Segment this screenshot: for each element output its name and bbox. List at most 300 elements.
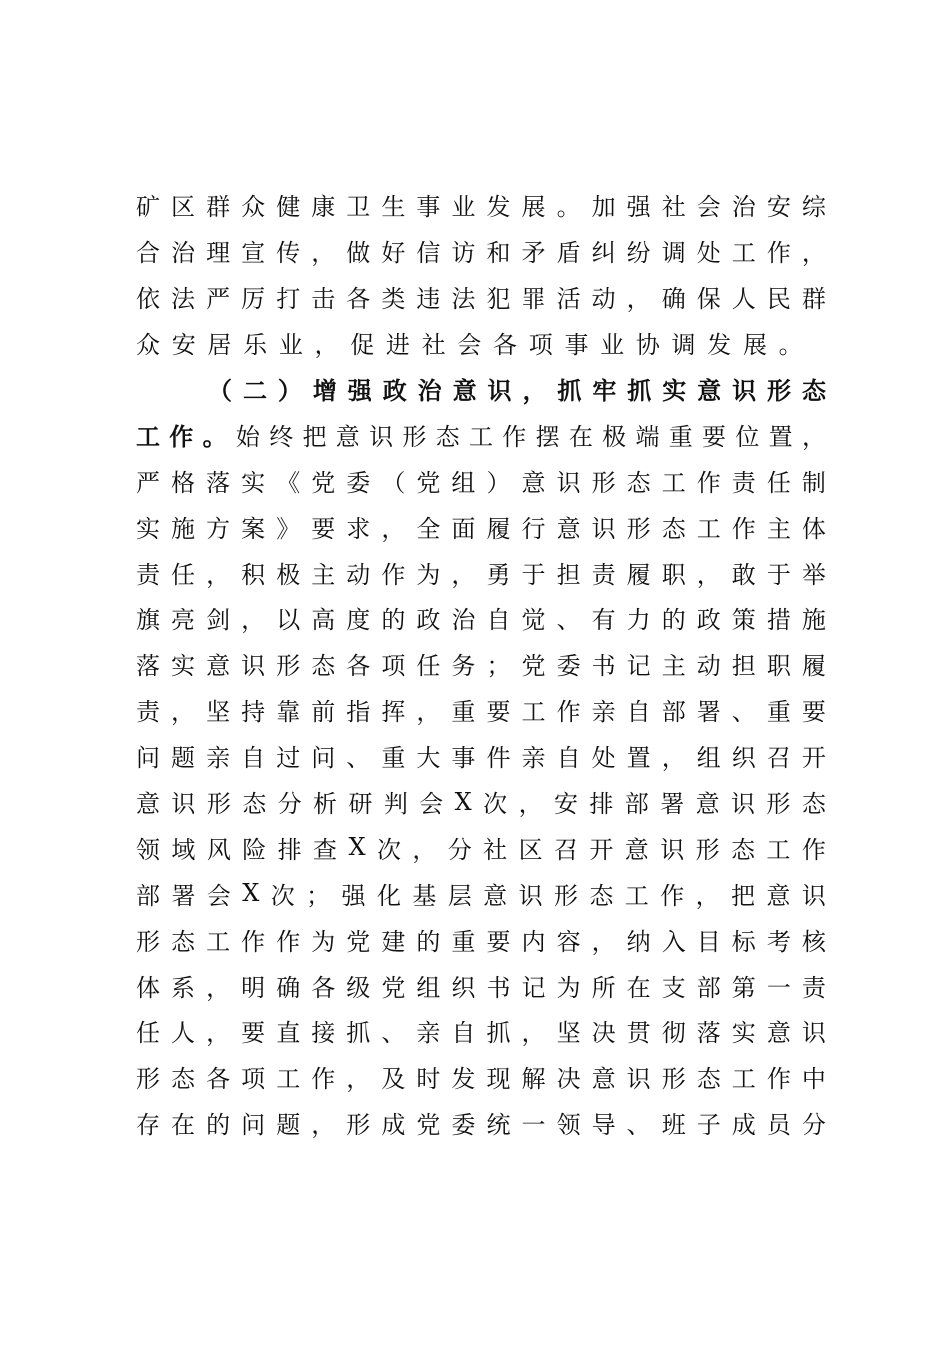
text-char: 各	[311, 973, 336, 1002]
text-char: 积	[241, 560, 266, 589]
text-char: 指	[346, 698, 371, 727]
text-line	[136, 1100, 826, 1146]
text-char: 严	[206, 285, 231, 314]
text-char: 项	[528, 331, 565, 360]
text-char: 依	[136, 285, 160, 314]
text-char: 盾	[556, 239, 581, 268]
text-char: 支	[661, 973, 686, 1002]
text-char: 统	[486, 1111, 511, 1140]
text-char: 活	[556, 285, 581, 314]
text-char: 进	[385, 331, 422, 360]
text-char: 要	[486, 927, 511, 956]
text-char: 重	[668, 422, 693, 451]
text-char: 识	[171, 790, 196, 819]
text-char: 成	[381, 1111, 406, 1140]
text-char: 置	[626, 744, 651, 773]
text-char: 员	[766, 1111, 791, 1140]
text-char: 事	[416, 193, 441, 222]
text-char: 态	[589, 881, 614, 910]
text-char: 有	[591, 606, 616, 635]
text-char: 行	[521, 514, 546, 543]
text-char: X	[454, 787, 472, 816]
text-char: 项	[241, 1065, 266, 1094]
text-char: 高	[311, 606, 336, 635]
text-char: 治	[417, 376, 442, 405]
text-char: 贯	[626, 1019, 651, 1048]
text-char: 信	[416, 239, 441, 268]
text-char: 类	[381, 285, 406, 314]
text-char: 意	[695, 790, 720, 819]
text-char: 坚	[206, 698, 231, 727]
text-char: ，	[591, 927, 616, 956]
text-char: 亮	[171, 606, 196, 635]
text-char: 案	[241, 514, 266, 543]
text-char: 层	[447, 881, 472, 910]
text-char: 组	[416, 973, 441, 1002]
text-char: 工	[521, 698, 546, 727]
text-char: 险	[242, 835, 267, 864]
text-char: 态	[171, 1065, 196, 1094]
text-char: 一	[521, 1111, 546, 1140]
text-char: 问	[311, 744, 336, 773]
text-char: 重	[451, 927, 476, 956]
text-char: 安	[766, 193, 791, 222]
text-char: 二	[242, 376, 267, 405]
text-char: 展	[742, 331, 779, 360]
text-char: 罪	[521, 285, 546, 314]
text-char: 各	[493, 331, 529, 360]
body-text	[136, 182, 826, 1146]
text-char: 成	[731, 1111, 756, 1140]
text-char: 牢	[592, 376, 617, 405]
text-char: 始	[235, 422, 260, 451]
text-char: 业	[600, 331, 636, 360]
text-char: 亲	[416, 1019, 441, 1048]
text-char: 研	[348, 790, 373, 819]
text-char: 及	[381, 1065, 406, 1094]
text-char: 社	[483, 835, 508, 864]
text-char: 一	[766, 973, 791, 1002]
text-char: 题	[276, 1111, 301, 1140]
text-char: 》	[276, 514, 301, 543]
text-char: 的	[661, 606, 686, 635]
text-char: 委	[556, 652, 581, 681]
text-char: 做	[346, 239, 371, 268]
text-char: 群	[801, 285, 826, 314]
text-char: 识	[801, 881, 826, 910]
text-char: 处	[696, 239, 721, 268]
text-char: 识	[369, 422, 394, 451]
text-char: ，	[412, 835, 437, 864]
text-char: 自	[626, 698, 651, 727]
text-char: 访	[451, 239, 476, 268]
text-char: 调	[661, 239, 686, 268]
text-char: 综	[801, 193, 826, 222]
text-char: 态	[435, 422, 460, 451]
text-line	[136, 503, 826, 549]
text-char: 意	[483, 881, 508, 910]
text-char: 署	[171, 881, 196, 910]
text-char: 的	[206, 1111, 231, 1140]
text-char: 所	[591, 973, 616, 1002]
text-char: 要	[241, 1019, 266, 1048]
text-char: 任	[766, 468, 791, 497]
text-char: 党	[521, 652, 546, 681]
text-char: 决	[591, 1019, 616, 1048]
text-char: 部	[624, 790, 649, 819]
text-char: 为	[416, 560, 441, 589]
text-char: 作	[696, 468, 721, 497]
text-char: 工	[731, 239, 756, 268]
text-char: 部	[696, 973, 721, 1002]
text-char: ，	[661, 744, 686, 773]
text-char: 区	[518, 835, 543, 864]
text-char: 促	[350, 331, 386, 360]
text-char: 在	[568, 422, 593, 451]
text-char: 治	[731, 193, 756, 222]
text-char: 题	[171, 744, 196, 773]
text-char: 各	[346, 652, 371, 681]
text-char: ，	[522, 376, 547, 405]
text-char: 形	[661, 1065, 686, 1094]
text-char: 宣	[241, 239, 266, 268]
text-char: 面	[451, 514, 476, 543]
text-char: 分	[801, 1111, 826, 1140]
text-char: 业	[278, 331, 315, 360]
text-char: 分	[277, 790, 302, 819]
text-char: 事	[564, 331, 601, 360]
text-char: ）	[486, 468, 511, 497]
text-char: 风	[206, 835, 231, 864]
text-char: 问	[136, 744, 160, 773]
text-char: 政	[416, 606, 441, 635]
text-char: 工	[468, 422, 493, 451]
text-char: 组	[451, 468, 476, 497]
text-char: 次	[270, 881, 295, 910]
text-char: 过	[276, 744, 301, 773]
text-char: 记	[521, 973, 546, 1002]
text-char: 责	[591, 560, 616, 589]
text-char: 摆	[535, 422, 560, 451]
text-char: 众	[136, 331, 172, 360]
text-char: 织	[731, 744, 756, 773]
text-char: 态	[171, 927, 196, 956]
text-char: 各	[346, 285, 371, 314]
text-char: 工	[731, 1065, 756, 1094]
text-char: ，	[206, 973, 231, 1002]
text-char: 力	[626, 606, 651, 635]
text-char: 确	[276, 973, 301, 1002]
text-line	[136, 411, 826, 457]
text-char: 决	[556, 1065, 581, 1094]
text-char: 识	[732, 376, 757, 405]
text-char: ，	[346, 1065, 371, 1094]
text-char: 的	[381, 606, 406, 635]
text-char: 、	[556, 606, 581, 635]
text-char: 实	[731, 1019, 756, 1048]
text-char: 和	[486, 239, 511, 268]
text-char: 标	[731, 927, 756, 956]
text-char: 意	[206, 652, 231, 681]
text-char: 。	[202, 421, 227, 451]
text-char: 中	[801, 1065, 826, 1094]
text-char: 发	[486, 193, 511, 222]
text-char: 厉	[241, 285, 266, 314]
text-char: 极	[602, 422, 627, 451]
text-char: 打	[276, 285, 301, 314]
text-char: 次	[483, 790, 508, 819]
text-char: 党	[311, 468, 336, 497]
text-char: 基	[412, 881, 437, 910]
text-char: 旗	[136, 606, 160, 635]
text-char: 识	[487, 376, 512, 405]
text-char: 亲	[591, 698, 616, 727]
text-char: 安	[171, 331, 208, 360]
text-char: ，	[314, 331, 351, 360]
text-char: 领	[136, 835, 160, 864]
text-char: 形	[136, 927, 160, 956]
text-char: 书	[591, 652, 616, 681]
text-char: 众	[241, 193, 266, 222]
text-char: 动	[696, 652, 721, 681]
text-char: 为	[556, 973, 581, 1002]
text-char: 担	[556, 560, 581, 589]
text-char: 靠	[276, 698, 301, 727]
text-char: 位	[735, 422, 760, 451]
text-char: 工	[136, 421, 160, 451]
text-char: 协	[635, 331, 672, 360]
text-char: 识	[591, 514, 616, 543]
text-char: 主	[766, 514, 791, 543]
text-char: 识	[518, 881, 543, 910]
text-char: ，	[171, 698, 196, 727]
text-char: 挥	[381, 698, 406, 727]
text-line	[136, 962, 826, 1008]
text-char: 识	[626, 1065, 651, 1094]
text-char: 剑	[206, 606, 231, 635]
text-char: 法	[171, 285, 196, 314]
text-char: 、	[731, 698, 756, 727]
text-char: ，	[801, 239, 826, 268]
text-char: ，	[311, 1111, 336, 1140]
text-char: 落	[696, 1019, 721, 1048]
text-char: 《	[276, 468, 301, 497]
text-char: 自	[486, 606, 511, 635]
text-char: 态	[696, 1065, 721, 1094]
text-char: 增	[312, 376, 337, 405]
text-char: 态	[801, 790, 826, 819]
text-char: 存	[136, 1111, 160, 1140]
text-char: 落	[136, 652, 160, 681]
text-char: 前	[311, 698, 336, 727]
text-char: 识	[556, 468, 581, 497]
text-char: 策	[731, 606, 756, 635]
text-char: 开	[589, 835, 614, 864]
text-char: 调	[671, 331, 708, 360]
text-char: 识	[801, 1019, 826, 1048]
text-char: 形	[695, 835, 720, 864]
text-char: 问	[241, 1111, 266, 1140]
text-char: 亲	[206, 744, 231, 773]
text-char: 形	[136, 1065, 160, 1094]
text-char: 态	[311, 652, 336, 681]
text-line	[136, 228, 826, 274]
text-char: 意	[452, 376, 477, 405]
text-char: 抓	[557, 376, 582, 405]
text-char: 好	[381, 239, 406, 268]
text-char: 署	[696, 698, 721, 727]
text-char: 置	[768, 422, 793, 451]
text-char: 要	[702, 422, 727, 451]
text-char: 化	[376, 881, 401, 910]
text-char: 治	[171, 239, 196, 268]
text-char: 组	[696, 744, 721, 773]
text-char: 亲	[521, 744, 546, 773]
text-char: 保	[696, 285, 721, 314]
text-char: 、	[346, 744, 371, 773]
text-char: ，	[311, 239, 336, 268]
text-char: 领	[556, 1111, 581, 1140]
text-line	[136, 824, 826, 870]
text-char: 矿	[136, 193, 160, 222]
text-line	[136, 595, 826, 641]
text-char: 工	[276, 1065, 301, 1094]
text-char: ，	[695, 881, 720, 910]
text-char: 社	[421, 331, 458, 360]
text-char: 次	[376, 835, 401, 864]
text-char: 要	[801, 698, 826, 727]
text-char: 析	[313, 790, 338, 819]
text-char: 会	[457, 331, 494, 360]
text-char: 动	[346, 560, 371, 589]
text-char: 识	[731, 790, 755, 819]
text-char: 业	[451, 193, 476, 222]
text-char: 态	[801, 376, 826, 405]
text-char: 纷	[626, 239, 651, 268]
text-char: 体	[136, 973, 160, 1002]
text-char: 记	[626, 652, 651, 681]
text-char: 群	[206, 193, 231, 222]
text-line	[136, 182, 826, 228]
text-char: 强	[347, 376, 372, 405]
text-char: 会	[419, 790, 444, 819]
text-char: 会	[696, 193, 721, 222]
text-char: 作	[311, 1065, 336, 1094]
text-char: 态	[242, 790, 267, 819]
text-char: 抓	[627, 376, 652, 405]
text-char: 实	[241, 468, 266, 497]
text-char: 要	[486, 698, 511, 727]
text-char: 作	[169, 421, 194, 451]
text-char: 于	[521, 560, 546, 589]
text-char: 纳	[626, 927, 651, 956]
text-char: 。	[778, 331, 815, 360]
text-char: ，	[696, 560, 721, 589]
text-char: 导	[591, 1111, 616, 1140]
text-char: 判	[383, 790, 408, 819]
text-char: 任	[136, 1019, 160, 1048]
text-char: 要	[311, 514, 336, 543]
text-char: 责	[801, 973, 826, 1002]
text-char: 格	[171, 468, 196, 497]
text-char: 社	[661, 193, 686, 222]
text-line	[136, 916, 826, 962]
text-char: 人	[731, 285, 756, 314]
text-char: 合	[136, 239, 160, 268]
text-char: 形	[591, 468, 616, 497]
text-char: 、	[381, 1019, 406, 1048]
text-char: 犯	[486, 285, 511, 314]
text-char: 职	[766, 652, 791, 681]
text-char: 态	[731, 835, 755, 864]
text-line	[136, 457, 826, 503]
text-line	[136, 687, 826, 733]
text-char: 作	[660, 881, 685, 910]
text-char: 重	[451, 698, 476, 727]
text-char: 意	[766, 881, 791, 910]
text-char: 民	[766, 285, 791, 314]
text-char: 在	[171, 1111, 196, 1140]
text-char: 大	[416, 744, 441, 773]
text-char: 工	[661, 468, 686, 497]
text-char: 抓	[486, 1019, 511, 1048]
text-char: 自	[556, 744, 581, 773]
text-char: 态	[661, 514, 686, 543]
text-char: 在	[626, 973, 651, 1002]
text-char: 健	[276, 193, 301, 222]
text-char: 解	[521, 1065, 546, 1094]
text-char: 接	[311, 1019, 336, 1048]
text-char: 违	[416, 285, 441, 314]
text-char: 织	[451, 973, 476, 1002]
text-line	[136, 870, 826, 916]
text-char: 部	[136, 881, 160, 910]
text-char: 的	[416, 927, 441, 956]
text-char: 击	[311, 285, 336, 314]
text-char: 居	[207, 331, 244, 360]
text-char: 作	[241, 927, 266, 956]
text-char: ，	[518, 790, 543, 819]
text-char: 动	[591, 285, 616, 314]
text-char: ；	[486, 652, 511, 681]
text-char: 自	[241, 744, 266, 773]
text-char: 敢	[731, 560, 756, 589]
text-char: 排	[589, 790, 614, 819]
text-char: 核	[801, 927, 826, 956]
text-char: 形	[553, 881, 578, 910]
text-char: 形	[402, 422, 427, 451]
text-char: 纠	[591, 239, 616, 268]
text-char: 作	[556, 698, 581, 727]
text-char: 意	[591, 1065, 616, 1094]
text-char: 确	[661, 285, 686, 314]
text-char: 于	[766, 560, 791, 589]
text-char: 容	[556, 927, 581, 956]
text-char: 识	[660, 835, 685, 864]
text-char: 抓	[346, 1019, 371, 1048]
text-line	[136, 779, 826, 825]
text-char: 治	[451, 606, 476, 635]
text-char: 项	[381, 652, 406, 681]
text-char: 目	[696, 927, 721, 956]
text-char: 态	[626, 468, 651, 497]
text-char: 部	[661, 698, 686, 727]
text-char: 为	[311, 927, 336, 956]
text-char: （	[208, 376, 232, 405]
text-char: 责	[136, 560, 160, 589]
text-char: 作	[801, 835, 826, 864]
text-char: 第	[731, 973, 756, 1002]
